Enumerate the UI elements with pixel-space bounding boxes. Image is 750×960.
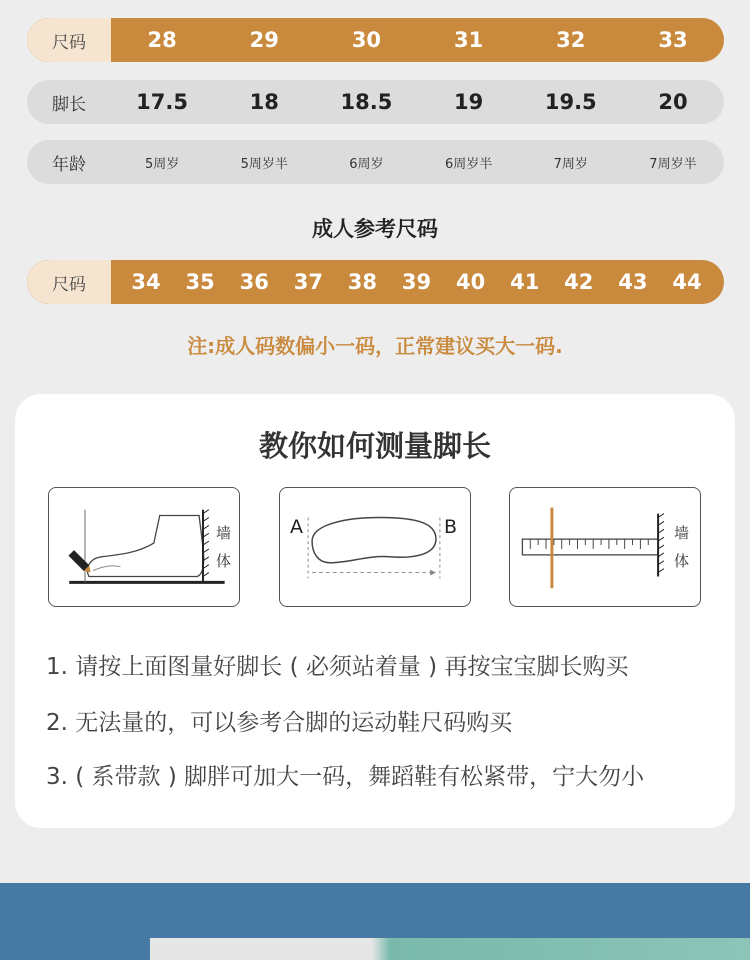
age-label: 年龄: [52, 154, 86, 175]
adult-size-cell: 39: [401, 270, 432, 294]
adult-size-label: 尺码: [27, 260, 111, 304]
ruler-illustration: [510, 488, 700, 606]
adult-size-cell: 34: [131, 270, 161, 294]
instruction-line-2: 2. 无法量的，可以参考合脚的运动鞋尺码购买: [46, 710, 513, 736]
adult-size-note: 注:成人码数偏小一码，正常建议买大一码.: [187, 334, 563, 358]
point-b-label: B: [444, 516, 458, 538]
foot-length-cell: 17.5: [136, 90, 188, 114]
adult-size-cell: 41: [510, 270, 540, 294]
adult-size-cell: 44: [672, 270, 702, 294]
age-cell: 7周岁半: [649, 156, 697, 172]
size-cell: 31: [453, 28, 484, 52]
adult-size-cell: 42: [564, 270, 594, 294]
foot-length-row: [27, 80, 724, 124]
point-a-label: A: [290, 516, 303, 538]
foot-length-cell: 18.5: [340, 90, 393, 114]
size-cell: 30: [351, 28, 382, 52]
adult-size-cell: 36: [239, 270, 269, 294]
size-row-label: 尺码: [27, 18, 111, 62]
size-cell: 32: [556, 28, 586, 52]
banner-product-image: [150, 938, 750, 960]
wall-label-bottom: 体: [674, 552, 690, 570]
instruction-line-1: 1. 请按上面图量好脚长 ( 必须站着量 ) 再按宝宝脚长购买: [46, 654, 629, 680]
foot-length-cell: 19: [453, 90, 484, 114]
size-cell: 29: [249, 28, 279, 52]
adult-size-cell: 38: [347, 270, 378, 294]
adult-size-cell: 43: [618, 270, 648, 294]
adult-size-cell: 40: [455, 270, 486, 294]
foot-trace-diagram: [48, 487, 240, 607]
foot-length-cell: 19.5: [544, 90, 597, 114]
wall-label-top: 墙: [674, 524, 690, 542]
age-cell: 7周岁: [553, 156, 588, 172]
ruler-diagram: [509, 487, 701, 607]
size-cell: 33: [658, 28, 688, 52]
size-cell: 28: [147, 28, 177, 52]
measure-guide-title: 教你如何测量脚长: [258, 429, 491, 463]
measure-guide-card: [15, 394, 735, 828]
age-cell: 6周岁: [349, 156, 384, 172]
adult-size-row: [27, 260, 724, 304]
foot-length-cell: 20: [658, 90, 688, 114]
foot-length-label: 脚长: [52, 94, 86, 115]
age-cell: 5周岁半: [240, 156, 288, 172]
footprint-outline-illustration: [280, 488, 470, 606]
footprint-outline-diagram: [279, 487, 471, 607]
wall-label-bottom: 体: [216, 552, 232, 570]
adult-size-cell: 37: [293, 270, 323, 294]
wall-label-top: 墙: [216, 524, 232, 542]
adult-size-cell: 35: [185, 270, 215, 294]
adult-size-title: 成人参考尺码: [312, 217, 438, 241]
foot-trace-illustration: [49, 488, 239, 606]
foot-length-cell: 18: [249, 90, 279, 114]
kids-size-row: [27, 18, 724, 62]
age-cell: 5周岁: [144, 156, 180, 172]
age-cell: 6周岁半: [444, 156, 493, 172]
instruction-line-3: 3. ( 系带款 ) 脚胖可加大一码，舞蹈鞋有松紧带，宁大勿小: [46, 764, 645, 790]
age-row: [27, 140, 724, 184]
